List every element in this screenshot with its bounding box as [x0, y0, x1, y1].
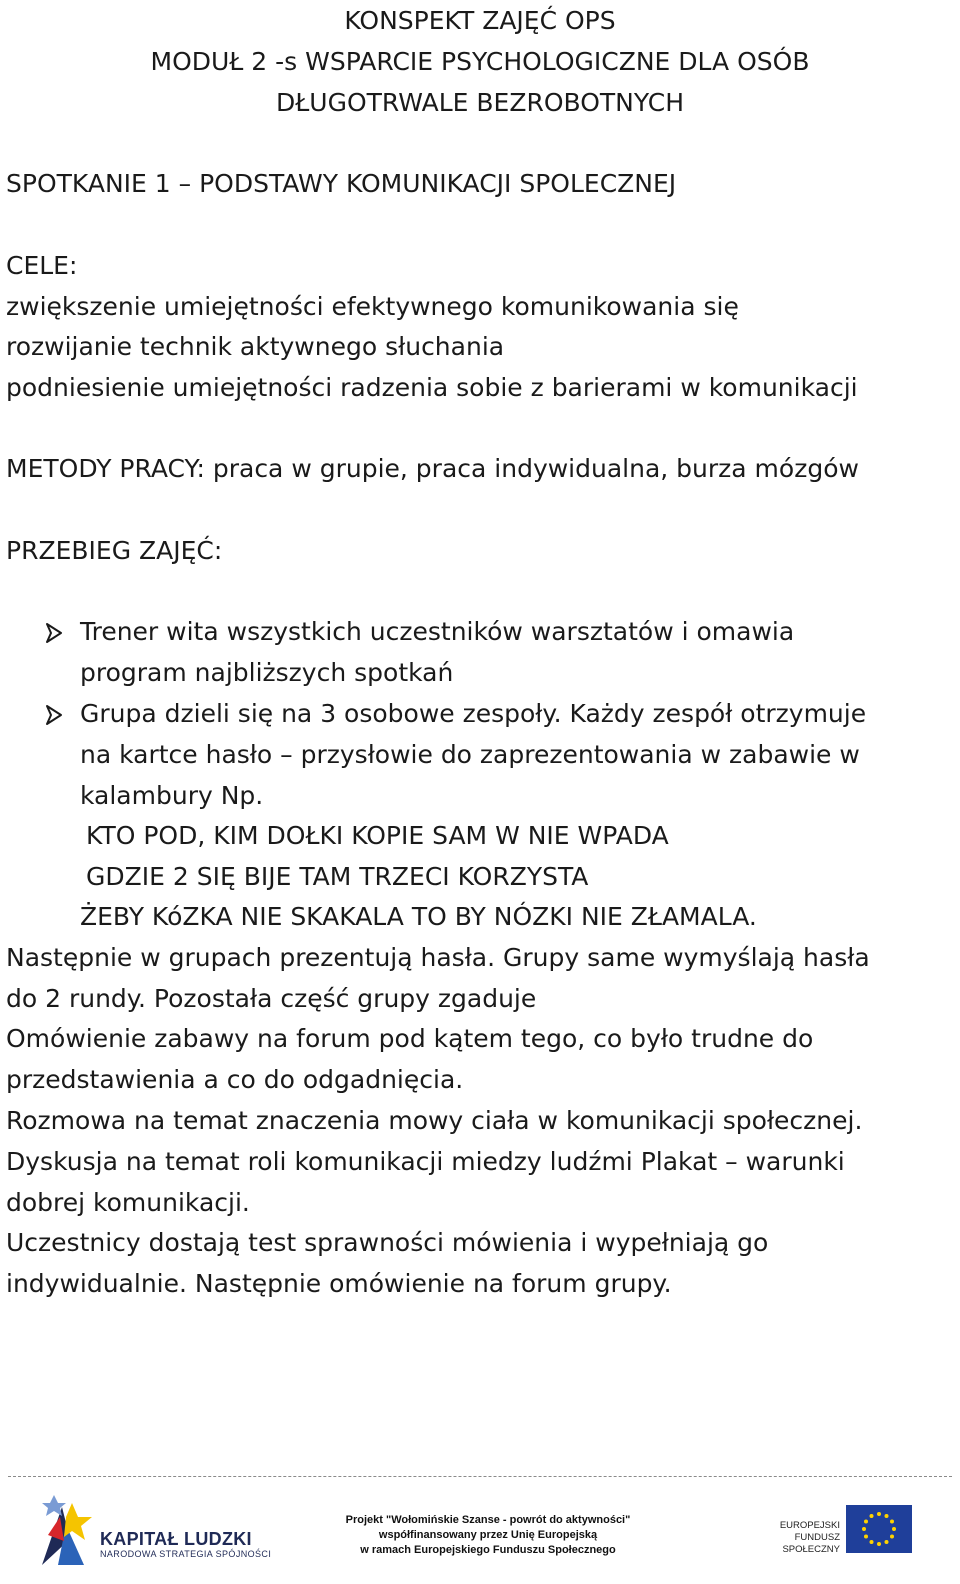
footer-divider	[8, 1476, 952, 1477]
eu-fund-label	[744, 1520, 840, 1556]
eu-line2: FUNDUSZ SPOŁECZNY	[782, 1532, 840, 1555]
goal-item: zwiększenie umiejętności efektywnego komunikowania się	[6, 292, 739, 321]
doc-title-line2: MODUŁ 2 -s WSPARCIE PSYCHOLOGICZNE DLA OSÓB	[150, 47, 810, 76]
project-line3: w ramach Europejskiego Funduszu Społecznego	[360, 1544, 616, 1556]
proverb: KTO POD, KIM DOŁKI KOPIE SAM W NIE WPADA	[86, 821, 669, 850]
paragraph-line: indywidualnie. Następnie omówienie na forum grupy.	[6, 1269, 672, 1298]
arrow-bullet-icon	[44, 621, 64, 645]
paragraph-line: Dyskusja na temat roli komunikacji miedzy ludźmi Plakat – warunki	[6, 1147, 845, 1176]
goal-item: podniesienie umiejętności radzenia sobie z barierami w komunikacji	[6, 373, 858, 402]
project-info	[318, 1513, 658, 1558]
paragraph-line: Omówienie zabawy na forum pod kątem tego, co było trudne do	[6, 1024, 814, 1053]
paragraph-line: dobrej komunikacji.	[6, 1188, 250, 1217]
project-line1: Projekt "Wołomińskie Szanse - powrót do aktywności"	[345, 1514, 631, 1526]
bullet1-line1: Trener wita wszystkich uczestników warsztatów i omawia	[80, 617, 795, 646]
paragraph-line: Rozmowa na temat znaczenia mowy ciała w komunikacji społecznej.	[6, 1106, 863, 1135]
doc-title-line1: KONSPEKT ZAJĘĆ OPS	[344, 6, 616, 35]
proverb: GDZIE 2 SIĘ BIJE TAM TRZECI KORZYSTA	[86, 862, 589, 891]
project-line2: współfinansowany przez Unię Europejską	[378, 1529, 598, 1541]
kapital-ludzki-logo-icon	[36, 1495, 96, 1567]
kapital-ludzki-subtitle: NARODOWA STRATEGIA SPÓJNOŚCI	[100, 1549, 272, 1559]
footer	[0, 1495, 960, 1580]
goal-item: rozwijanie technik aktywnego słuchania	[6, 332, 505, 361]
course-heading: PRZEBIEG ZAJĘĆ:	[6, 536, 223, 565]
paragraph-line: Uczestnicy dostają test sprawności mówienia i wypełniają go	[6, 1228, 769, 1257]
bullet2-line3: kalambury Np.	[80, 781, 264, 810]
paragraph-line: do 2 rundy. Pozostała część grupy zgaduje	[6, 984, 537, 1013]
meeting-title: SPOTKANIE 1 – PODSTAWY KOMUNIKACJI SPOLECZNEJ	[6, 169, 677, 198]
bullet2-line1: Grupa dzieli się na 3 osobowe zespoły. Każdy zespół otrzymuje	[80, 699, 867, 728]
bullet1-line2: program najbliższych spotkań	[80, 658, 454, 687]
eu-line1: EUROPEJSKI	[779, 1520, 840, 1531]
paragraph-line: Następnie w grupach prezentują hasła. Grupy same wymyślają hasła	[6, 943, 870, 972]
methods-text: METODY PRACY: praca w grupie, praca indywidualna, burza mózgów	[6, 454, 859, 483]
paragraph-line: przedstawienia a co do odgadnięcia.	[6, 1065, 464, 1094]
goals-heading: CELE:	[6, 251, 78, 280]
proverb: ŻEBY KóZKA NIE SKAKALA TO BY NÓZKI NIE ZŁAMALA.	[80, 902, 757, 931]
eu-flag-icon	[846, 1505, 912, 1553]
kapital-ludzki-name: KAPITAŁ LUDZKI	[100, 1529, 252, 1549]
bullet2-line2: na kartce hasło – przysłowie do zaprezentowania w zabawie w	[80, 740, 860, 769]
doc-title-line3: DŁUGOTRWALE BEZROBOTNYCH	[275, 88, 685, 117]
arrow-bullet-icon	[44, 703, 64, 727]
